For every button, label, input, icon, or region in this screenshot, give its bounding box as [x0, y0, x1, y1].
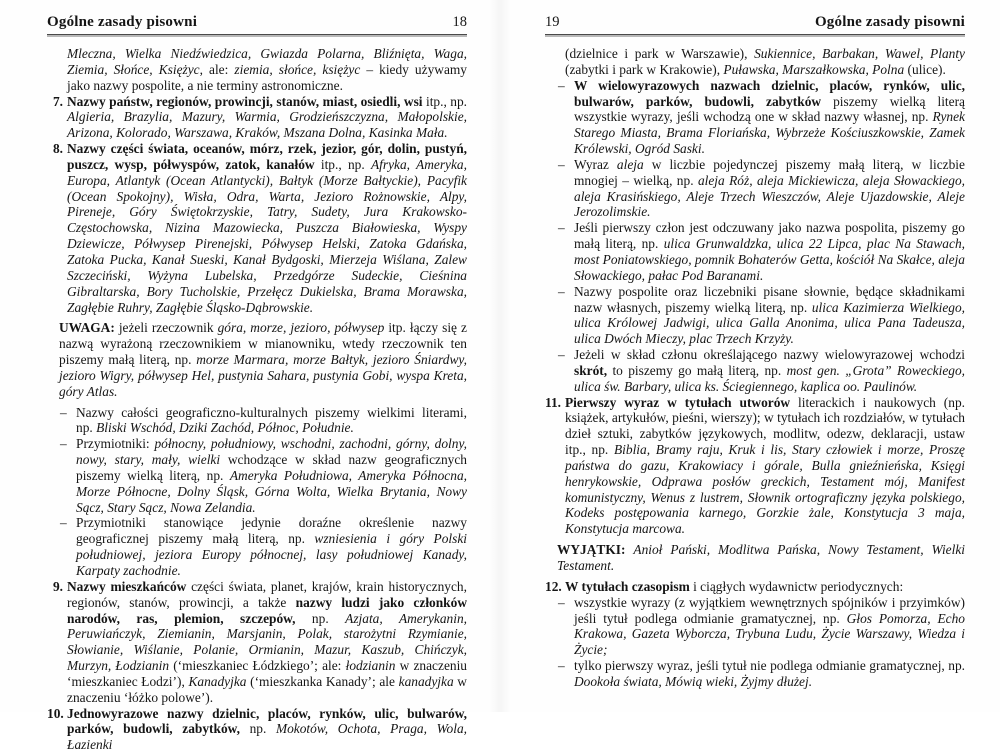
continuation-paragraph [47, 46, 467, 94]
text-segment: i ciągłych wydawnictw periodycznych: [689, 578, 904, 594]
text-segment: Mleczna, Wielka Niedźwiedzica, Gwiazda Polarna, Bliźnięta, Waga, Ziemia, Słońce, Księżyc [67, 46, 467, 77]
bullet-point [558, 658, 965, 690]
text-segment: W tytułach czasopism [565, 578, 690, 594]
bullet-dash: – [60, 436, 67, 452]
text-segment: Biblia, Bramy raju, Kruk i lis, Stary człowiek i morze, Proszę państwa do gazu, Krakowiacy i górale, Bulla gnieźnieńska, Księgi henrykowskie, Odprawa posłów greckich, Testament mój, Manifest komunistyczny, Wenus z lustrem, Słownik ortograficzny języka polskiego, Kodeks postępowania karnego, Gorzkie żale, Konstytucja 3 maja, Konstytucja marcowa. [565, 442, 965, 537]
bullet-point [558, 220, 965, 283]
page-number: 18 [452, 14, 467, 30]
item-number: 9. [52, 578, 63, 594]
text-segment: (‘mieszkanka Kanady’; ale [246, 673, 399, 689]
bullet-point [558, 78, 965, 157]
bullet-dash: – [60, 515, 67, 531]
text-segment: Anioł Pański, Modlitwa Pańska, Nowy Testament, Wielki Testament. [557, 542, 965, 573]
note-paragraph [557, 542, 965, 574]
running-header-title: Ogólne zasady pisowni [47, 14, 198, 30]
text-segment: w liczbie pojedynczej piszemy małą literą, w liczbie mnogiej – wielką, np. [574, 156, 965, 188]
text-segment: góra, morze, jezioro, półwysep [217, 320, 385, 336]
numbered-item [545, 395, 965, 538]
item-number: 12. [545, 578, 562, 594]
text-segment: w znaczeniu ‘łóżko polowe’). [67, 673, 467, 705]
text-segment: Mokotów, Ochota, Praga, Wola, Łazienki [67, 721, 467, 753]
text-segment: itp., np. [422, 93, 467, 109]
text-segment: łodzianin [345, 658, 396, 674]
bullet-point [558, 157, 965, 220]
text-segment: Kanadyjka [188, 673, 247, 689]
numbered-item [47, 706, 467, 753]
text-segment: północny, południowy, wschodni, zachodni, górny, dolny, nowy, stary, mały, wielki [76, 436, 467, 468]
item-number: 8. [52, 141, 63, 157]
text-segment: ulica Kazimierza Wielkiego, ulica Królowej Jadwigi, ulica Galla Anonima, ulica Pana Tadeusza, ulica Dwóch Mieczy, plac Trzech Krzyży. [574, 299, 966, 347]
item-number: 7. [52, 93, 63, 109]
text-segment: W wielowyrazowych nazwach dzielnic, placów, rynków, ulic, bulwarów, parków, budowli, zabytków [574, 77, 965, 109]
text-segment: np. [295, 610, 346, 626]
text-segment: wchodzące w skład nazw geograficznych piszemy wielką literą, np. [76, 452, 467, 483]
page-content [47, 46, 467, 753]
bullet-point [558, 595, 965, 658]
running-header-right [545, 14, 965, 34]
text-segment: Dookoła świata, Mówią wieki, Żyjmy dłużej. [574, 673, 813, 689]
item-number: 10. [47, 705, 64, 721]
text-segment: (dzielnice i park w Warszawie), [565, 46, 755, 61]
bullet-point [558, 347, 965, 395]
text-segment: Jeżeli w skład członu określającego nazwy wielowyrazowej wchodzi [574, 347, 965, 363]
item-number: 11. [545, 394, 561, 410]
text-segment: kanadyjka [398, 673, 454, 689]
text-segment: nazwy ludzi jako członków narodów, ras, plemion, szczepów, [67, 594, 467, 626]
text-segment: UWAGA: [59, 320, 115, 336]
numbered-item [47, 579, 467, 706]
text-segment: Sukiennice, Barbakan, Wawel, Planty [754, 46, 966, 61]
bullet-dash: – [558, 156, 565, 172]
text-segment: aleja Róż, aleja Mickiewicza, aleja Słowackiego, aleja Krasińskiego, Aleje Trzech Wieszczów, Aleje Ujazdowskie, Aleje Jerozolimskie. [574, 172, 965, 220]
note-paragraph [59, 320, 467, 399]
page-number: 19 [545, 14, 560, 30]
numbered-item [545, 579, 965, 595]
text-segment: Głos Pomorza, Echo Krakowa, Gazeta Wyborcza, Trybuna Ludu, Życie Warszawy, Wiedza i Życie; [574, 610, 965, 658]
text-segment: tylko pierwszy wyraz, jeśli tytuł nie podlega odmianie gramatycznej, np. [574, 658, 965, 674]
bullet-point [60, 515, 467, 578]
numbered-item [47, 94, 467, 142]
bullet-dash: – [558, 347, 565, 363]
continuation-paragraph [545, 46, 965, 78]
page-18 [47, 14, 467, 753]
text-segment: aleja [616, 156, 644, 172]
text-segment: Pierwszy wyraz w tytułach utworów [565, 394, 791, 410]
text-segment: (zabytki i park w Krakowie), [565, 61, 724, 77]
text-segment: Ameryka Południowa, Ameryka Północna, Morze Północne, Dolny Śląsk, Górna Wolta, Wielka Brytania, Nowy Sącz, Stary Sącz, Nowa Zelandia. [76, 467, 467, 515]
bullet-point [558, 284, 965, 347]
page-gutter [489, 0, 511, 712]
numbered-item [47, 141, 467, 315]
bullet-dash: – [558, 658, 565, 674]
text-segment: Wyraz [574, 156, 617, 172]
text-segment: jeżeli rzeczownik [114, 320, 218, 336]
text-segment: np. [239, 721, 276, 737]
text-segment: Nazwy państw, regionów, prowincji, stanów, miast, osiedli, wsi [67, 93, 423, 109]
text-segment: WYJĄTKI: [557, 542, 626, 558]
text-segment: Nazwy mieszkańców [67, 578, 187, 594]
text-segment: itp., np. [314, 156, 371, 172]
text-segment: Rynek Starego Miasta, Brama Floriańska, Wybrzeże Kościuszkowskie, Zamek Królewski, Ogród Saski. [574, 109, 965, 157]
text-segment: ulica Grunwaldzka, ulica 22 Lipca, plac Na Stawach, most Poniatowskiego, pomnik Bohaterów Getta, kościół Na Skałce, aleja Słowackiego, pałac Pod Baranami. [574, 236, 965, 283]
text-segment: Puławska, Marszałkowska, Polna [723, 61, 905, 77]
bullet-dash: – [558, 283, 565, 299]
text-segment: Nazwy części świata, oceanów, mórz, rzek, jezior, gór, dolin, pustyń, puszcz, wysp, półwyspów, zatok, kanałów [67, 141, 467, 172]
text-segment: Przymiotniki stanowiące jedynie doraźne określenie nazwy geograficznej piszemy małą literą, np. [76, 515, 467, 547]
text-segment: skrót, [574, 362, 608, 378]
bullet-dash: – [558, 77, 565, 93]
text-segment: literackich i naukowych (np. książek, artykułów, pieśni, wierszy); w tytułach ich rozdziałów, w tytułach dzieł sztuki, zabytków językowych, modlitw, odezw, deklaracji, ustaw itp., np. [565, 394, 965, 458]
bullet-dash: – [558, 220, 565, 236]
text-segment: Nazwy całości geograficzno-kulturalnych piszemy wielkimi literami, np. [76, 404, 467, 436]
text-segment: Afryka, Ameryka, Europa, Atlantyk (Ocean Atlantycki), Bałtyk (Morze Bałtyckie), Pacyfik (Ocean Spokojny), Wisła, Odra, Warta, Jezioro Rożnowskie, Alpy, Pireneje, Góry Świętokrzyskie, Tatry, Sudety, Jura Krakowsko-Częstochowska, Nizina Mazowiecka, Puszcza Białowieska, Wyspy Dziewicze, Półwysep Pirenejski, Półwysep Helski, Zatoka Gdańska, Zatoka Pucka, Kanał Sueski, Kanał Bydgoski, Mierzeja Wiślana, Zalew Szczeciński, Wyżyna Lubelska, Przedgórze Sudeckie, Cieśnina Gibraltarska, Bory Tucholskie, Przełęcz Dukielska, Brama Morawska, Zagłębie Ruhry, Zagłębie Śląsko-Dąbrowskie. [67, 156, 467, 315]
text-segment: Jednowyrazowe nazwy dzielnic, placów, rynków, ulic, bulwarów, parków, budowli, zabytków, [67, 705, 467, 737]
bullet-point [60, 405, 467, 437]
text-segment: itp. łączy się z nazwą wyrażoną rzeczownikiem w mianowniku, wtedy rzeczownik ten piszemy małą literą, np. [59, 320, 467, 368]
running-header-title: Ogólne zasady pisowni [814, 14, 965, 30]
running-header-left [47, 14, 467, 34]
text-segment: morze Marmara, morze Bałtyk, jezioro Śniardwy, jezioro Wigry, półwysep Hel, pustynia Sahara, pustynia Gobi, wyspa Kreta, góry Atlas. [59, 352, 467, 399]
text-segment: w znaczeniu ‘mieszkaniec Łodzi’), [67, 658, 467, 689]
text-segment: Przymiotniki: [76, 436, 155, 452]
bullet-dash: – [558, 594, 565, 610]
text-segment: to piszemy go małą literą, np. [607, 362, 787, 378]
text-segment: (ulice). [904, 61, 946, 77]
text-segment: piszemy wielką literą wszystkie wyrazy, jeśli wchodzą one w skład nazwy własnej, np. [574, 93, 965, 125]
bullet-point [60, 436, 467, 515]
text-segment: wzniesienia i góry Polski południowej, jeziora Europy północnej, lasy południowej Kanady, Karpaty zachodnie. [76, 531, 467, 578]
text-segment: wszystkie wyrazy (z wyjątkiem wewnętrznych spójników i przyimków) jeśli tytuł podlega odmianie gramatycznej, np. [574, 594, 965, 626]
text-segment: Azjata, Amerykanin, Peruwiańczyk, Ziemianin, Marsjanin, Polak, starożytni Rzymianie, Słowianie, Wiślanie, Polanie, Ormianin, Mazur, Kaszub, Chińczyk, Murzyn, Łodzianin [67, 610, 467, 674]
header-rule [47, 34, 467, 37]
text-segment: most gen. „Grota” Roweckiego, ulica św. Barbary, ulica ks. Ściegiennego, kaplica oo. Paulinów. [574, 362, 965, 394]
text-segment: – kiedy używamy jako nazwy pospolite, a nie terminy astronomiczne. [67, 61, 467, 93]
header-rule [545, 34, 965, 37]
page-content [545, 46, 965, 690]
bullet-dash: – [60, 404, 67, 420]
text-segment: (‘mieszkaniec Łódzkiego’; ale: [169, 658, 346, 674]
text-segment: Bliski Wschód, Dziki Zachód, Północ, Południe. [96, 420, 354, 436]
text-segment: Algieria, Brazylia, Mazury, Warmia, Grodzieńszczyzna, Małopolskie, Arizona, Kolorado, Warszawa, Kraków, Mszana Dolna, Kasinka Mała. [67, 109, 467, 141]
text-segment: Nazwy pospolite oraz liczebniki pisane słownie, będące składnikami nazw własnych, piszemy wielką literą, np. [574, 283, 965, 315]
page-19 [545, 14, 965, 690]
text-segment: Jeśli pierwszy człon jest odczuwany jako nazwa pospolita, piszemy go małą literą, np. [574, 220, 965, 252]
text-segment: ziemia, słońce, księżyc [234, 61, 361, 77]
text-segment: części świata, planet, krajów, krain historycznych, regionów, stanów, prowincji, a także [67, 578, 467, 610]
text-segment: , ale: [199, 61, 235, 77]
